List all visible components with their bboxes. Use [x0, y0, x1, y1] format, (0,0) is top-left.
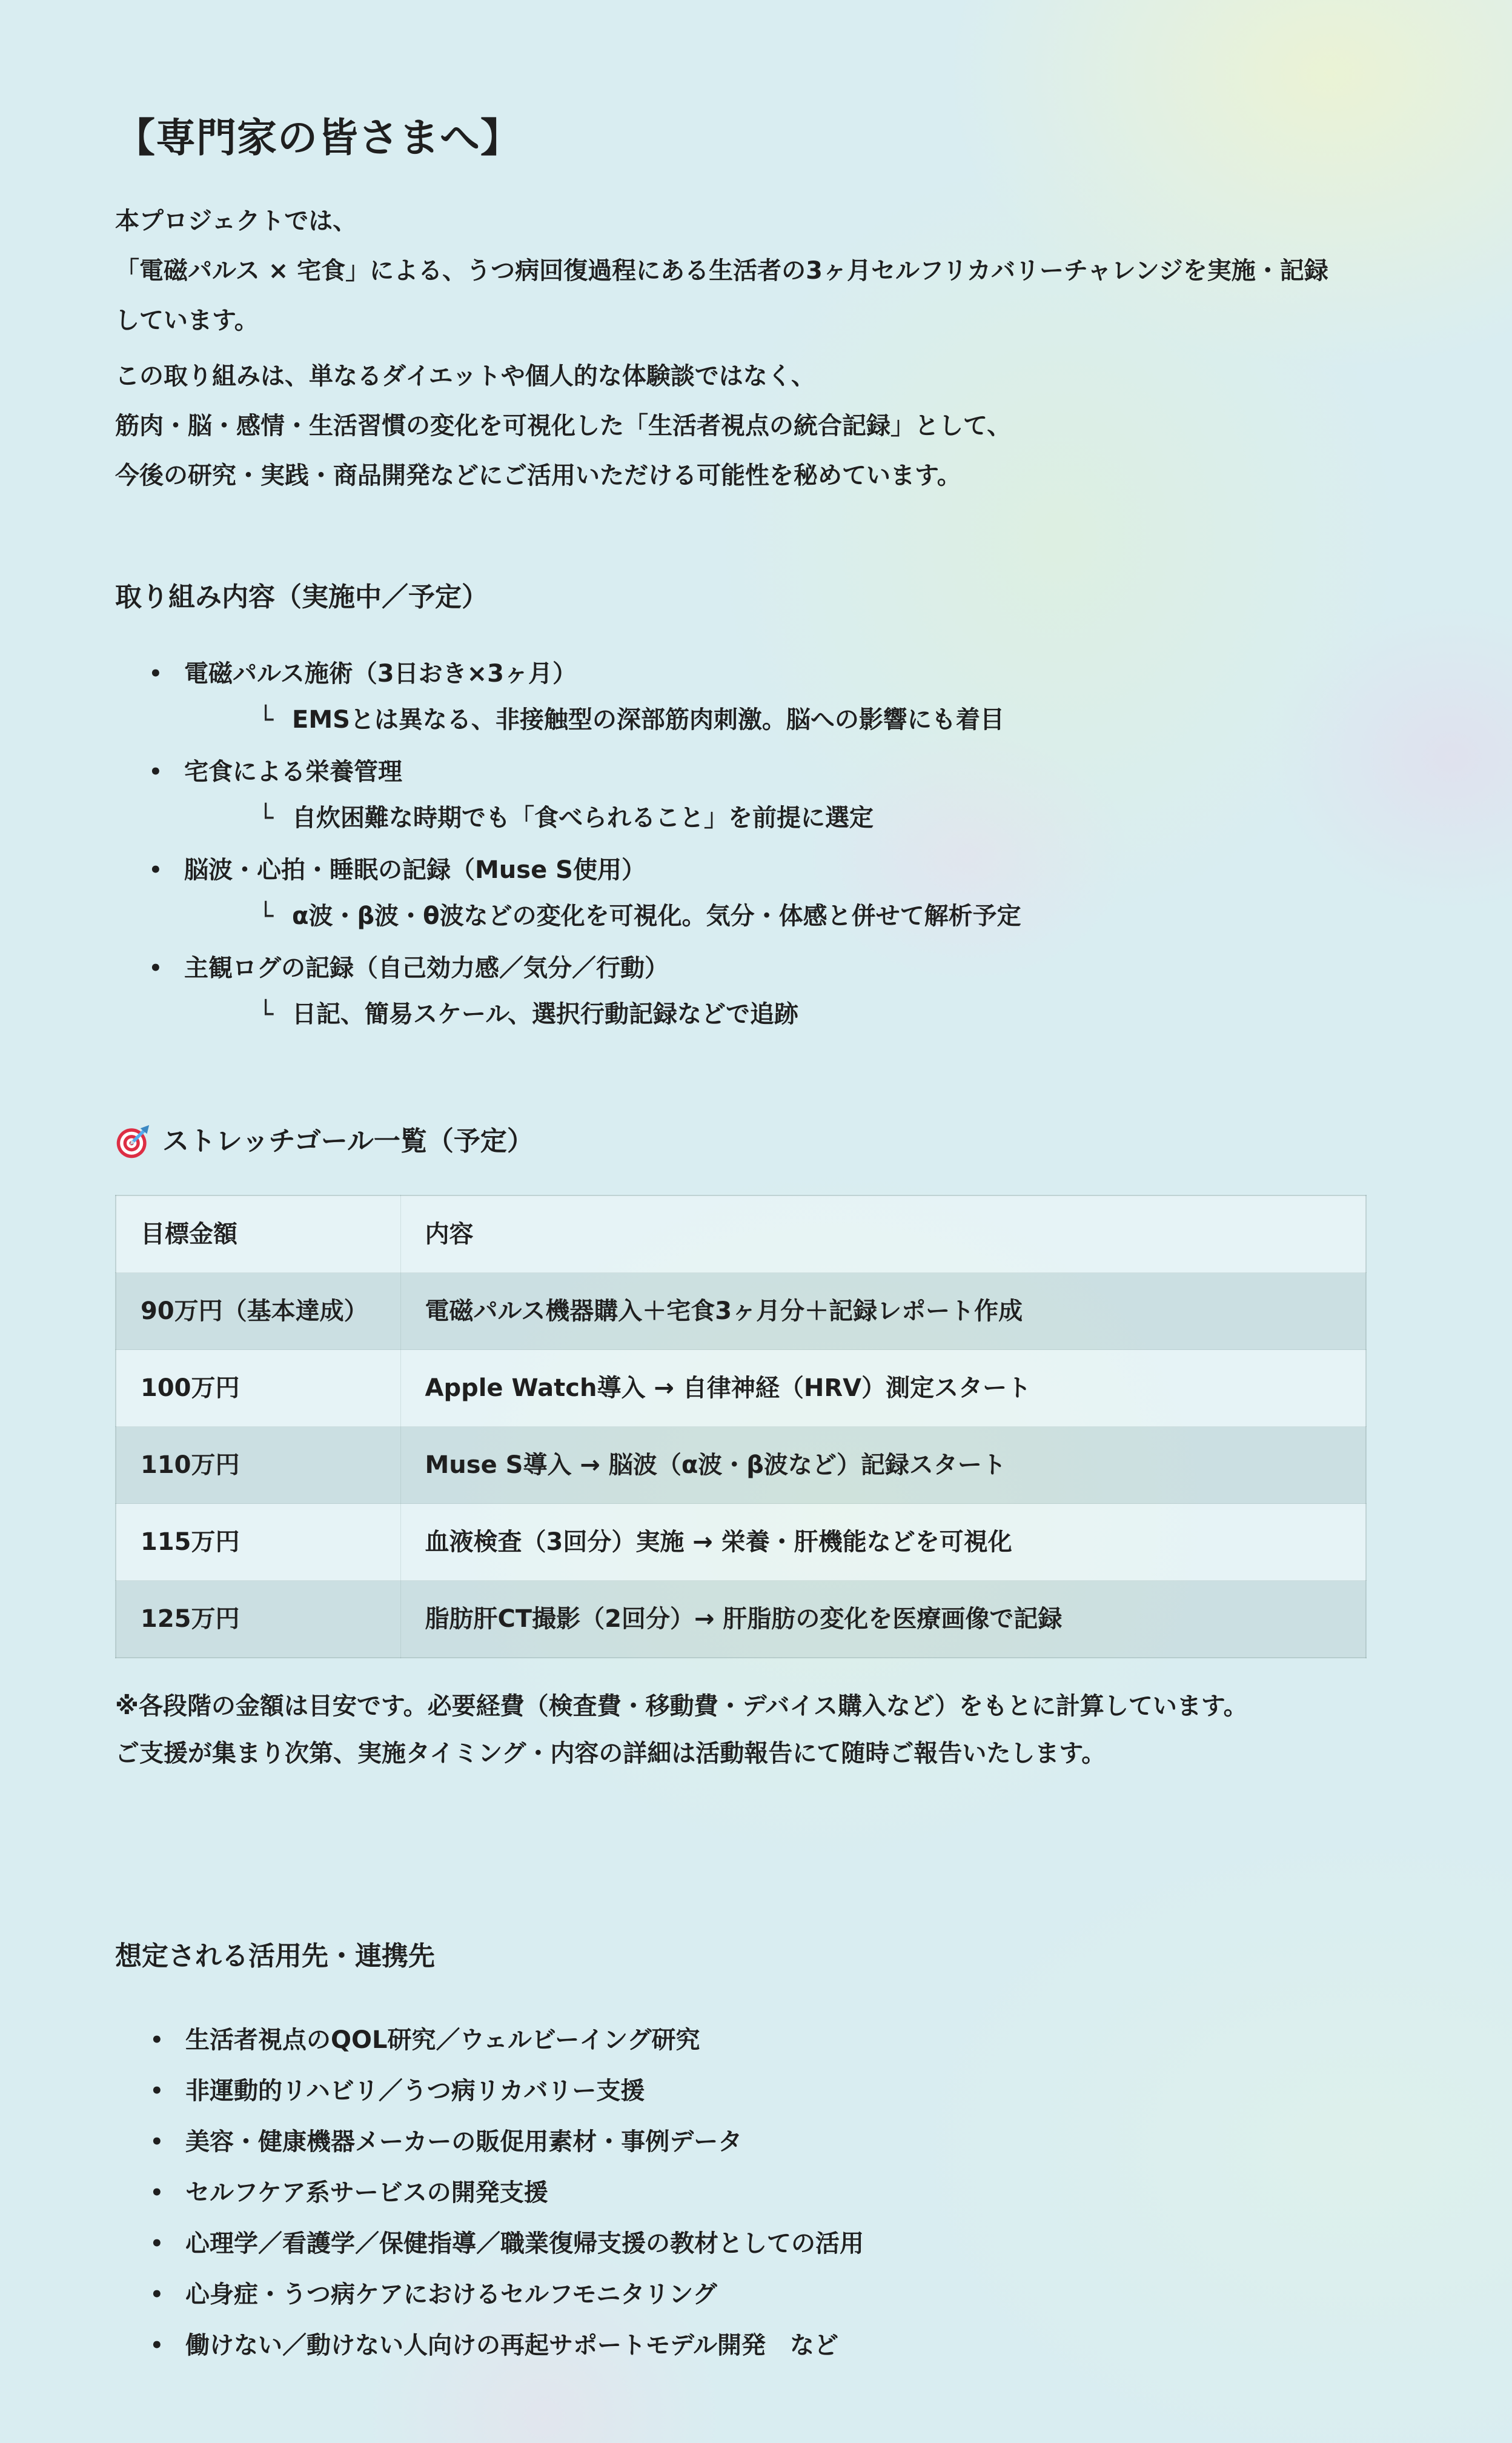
list-subitem: [115, 795, 1397, 841]
activity-detail: α波・β波・θ波などの変化を可視化。気分・体感と併せて解析予定: [292, 902, 1021, 930]
intro-line: 「電磁パルス × 宅食」による、うつ病回復過程にある生活者の3ヶ月セルフリカバリーチャレンジを実施・記録: [115, 257, 1328, 285]
bullet-marker: •: [149, 956, 162, 980]
list-item: [115, 847, 1397, 893]
activity-detail: 日記、簡易スケール、選択行動記録などで追跡: [292, 1000, 798, 1028]
bullet-marker: •: [150, 2232, 164, 2256]
application-label: 心理学／看護学／保健指導／職業復帰支援の教材としての活用: [185, 2230, 864, 2258]
intro-line: しています。: [115, 307, 259, 334]
list-item: [115, 749, 1397, 795]
goal-amount-cell: 90万円（基本達成）: [116, 1273, 400, 1350]
list-item: [115, 945, 1397, 991]
list-item: [115, 2116, 1397, 2167]
goal-table-header-amount: 目標金額: [116, 1195, 400, 1273]
goal-content-cell: 血液検査（3回分）実施 → 栄養・肝機能などを可視化: [400, 1504, 1366, 1581]
list-item: [115, 2320, 1397, 2371]
goal-table-header-content: 内容: [400, 1195, 1366, 1273]
bullet-marker: •: [149, 858, 162, 882]
list-subitem: [115, 991, 1397, 1037]
activity-detail: 自炊困難な時期でも「食べられること」を前提に選定: [292, 804, 874, 832]
table-row: [116, 1427, 1366, 1504]
intro: [115, 196, 1397, 500]
goal-amount-cell: 125万円: [116, 1581, 400, 1658]
intro-paragraph-1: [115, 196, 1397, 345]
elbow-marker: └: [258, 901, 274, 931]
goals-heading-text: ストレッチゴール一覧（予定）: [162, 1126, 534, 1157]
goals-heading: [115, 1123, 1397, 1160]
activity-label: 宅食による栄養管理: [184, 758, 402, 786]
elbow-marker: └: [258, 803, 274, 833]
note-line: ご支援が集まり次第、実施タイミング・内容の詳細は活動報告にて随時ご報告いたします。: [115, 1740, 1106, 1767]
list-item: [115, 2167, 1397, 2218]
bullet-marker: •: [150, 2028, 164, 2052]
elbow-marker: └: [258, 705, 274, 734]
activity-label: 主観ログの記録（自己効力感／気分／行動）: [184, 954, 669, 982]
list-item: [115, 651, 1397, 697]
activity-detail: EMSとは異なる、非接触型の深部筋肉刺激。脳への影響にも着目: [292, 706, 1004, 734]
applications-heading: 想定される活用先・連携先: [115, 1941, 435, 1972]
table-row: [116, 1581, 1366, 1658]
application-label: セルフケア系サービスの開発支援: [185, 2179, 548, 2207]
list-subitem: [115, 697, 1397, 743]
activities-list: [115, 651, 1397, 1037]
goal-content-cell: Muse S導入 → 脳波（α波・β波など）記録スタート: [400, 1427, 1366, 1504]
bullet-marker: •: [150, 2181, 164, 2205]
goal-amount-cell: 115万円: [116, 1504, 400, 1581]
applications-list: [115, 2015, 1397, 2371]
application-label: 働けない／動けない人向けの再起サポートモデル開発 など: [185, 2332, 838, 2359]
stretch-goal-table: [115, 1195, 1367, 1658]
intro-paragraph-2: [115, 351, 1397, 500]
activity-label: 脳波・心拍・睡眠の記録（Muse S使用）: [184, 856, 646, 884]
application-label: 美容・健康機器メーカーの販促用素材・事例データ: [185, 2128, 743, 2156]
list-item: [115, 2015, 1397, 2066]
application-label: 心身症・うつ病ケアにおけるセルフモニタリング: [185, 2281, 717, 2308]
intro-line: 今後の研究・実践・商品開発などにご活用いただける可能性を秘めています。: [115, 462, 961, 490]
application-label: 生活者視点のQOL研究／ウェルビーイング研究: [185, 2026, 700, 2054]
note-line: ※各段階の金額は目安です。必要経費（検査費・移動費・デバイス購入など）をもとに計算しています。: [115, 1692, 1248, 1720]
list-subitem: [115, 893, 1397, 939]
bullet-marker: •: [150, 2079, 164, 2103]
intro-line: この取り組みは、単なるダイエットや個人的な体験談ではなく、: [115, 362, 815, 390]
goal-content-cell: 電磁パルス機器購入＋宅食3ヶ月分＋記録レポート作成: [400, 1273, 1366, 1350]
bullet-marker: •: [149, 760, 162, 784]
list-item: [115, 2269, 1397, 2320]
goal-amount-cell: 110万円: [116, 1427, 400, 1504]
table-row: [116, 1350, 1366, 1427]
table-row: [116, 1273, 1366, 1350]
target-dart-icon: [115, 1124, 150, 1159]
bullet-marker: •: [150, 2282, 164, 2307]
table-header-row: [116, 1195, 1366, 1273]
intro-line: 筋肉・脳・感情・生活習慣の変化を可視化した「生活者視点の統合記録」として、: [115, 412, 1012, 440]
list-item: [115, 2218, 1397, 2269]
bullet-marker: •: [149, 662, 162, 686]
bullet-marker: •: [150, 2130, 164, 2154]
page-title: 【専門家の皆さまへ】: [115, 115, 521, 161]
activities-heading: 取り組み内容（実施中／予定）: [115, 582, 488, 613]
activity-label: 電磁パルス施術（3日おき×3ヶ月）: [184, 660, 577, 688]
elbow-marker: └: [258, 999, 274, 1029]
intro-line: 本プロジェクトでは、: [115, 207, 357, 235]
application-label: 非運動的リハビリ／うつ病リカバリー支援: [185, 2077, 645, 2105]
table-row: [116, 1504, 1366, 1581]
list-item: [115, 2066, 1397, 2116]
goal-content-cell: Apple Watch導入 → 自律神経（HRV）測定スタート: [400, 1350, 1366, 1427]
bullet-marker: •: [150, 2333, 164, 2358]
goal-amount-cell: 100万円: [116, 1350, 400, 1427]
goal-notes: [115, 1683, 1397, 1777]
goal-content-cell: 脂肪肝CT撮影（2回分）→ 肝脂肪の変化を医療画像で記録: [400, 1581, 1366, 1658]
